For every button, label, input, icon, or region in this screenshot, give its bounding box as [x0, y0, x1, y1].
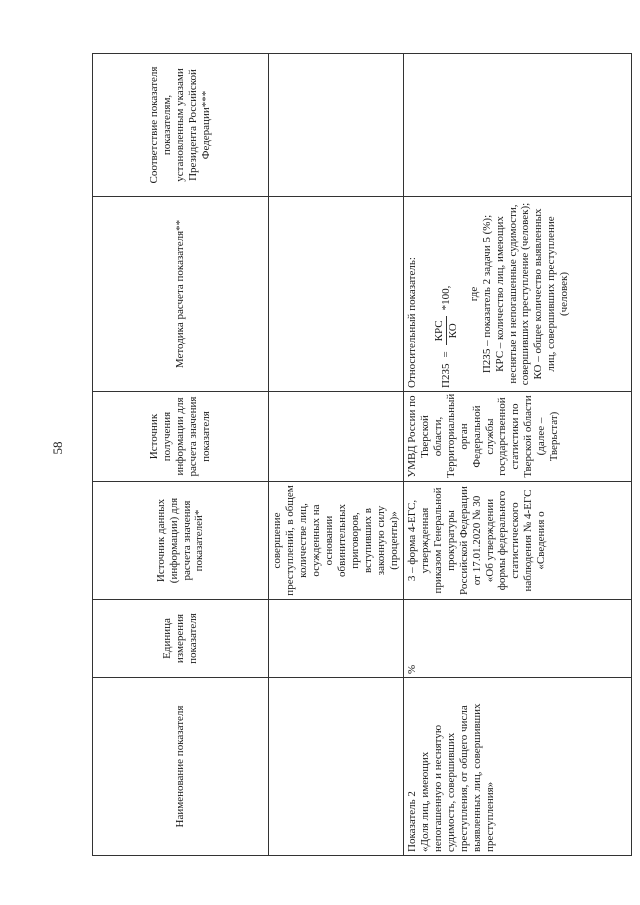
- formula-denominator: КО: [446, 323, 459, 339]
- method-where: где: [467, 286, 480, 302]
- formula-eq: =: [439, 351, 452, 358]
- continuation-info-source-cell: [269, 392, 404, 482]
- indicator-table: [92, 53, 632, 856]
- rotated-table-container: [92, 54, 632, 856]
- header-unit: Единица измерения показателя: [93, 600, 269, 678]
- indicator-row: [403, 54, 631, 856]
- continuation-unit-cell: [269, 600, 404, 678]
- table-header-row: [93, 54, 269, 856]
- continuation-data-source: совершение преступлений, в общем количестве лиц, осужденных на основании обвинительных приговоров, вступивших в законную силу (проценты)»: [269, 482, 404, 600]
- header-method: Методика расчета показателя**: [93, 197, 269, 392]
- formula-numerator: КРС: [433, 316, 447, 345]
- method-formula: [433, 200, 460, 388]
- page-number: 58: [50, 441, 65, 455]
- formula-lhs: П2З5: [439, 363, 452, 388]
- indicator-name: Показатель 2 «Доля лиц, имеющих непогашенную и неснятую судимость, совершивших преступления, от общего числа выявленных лиц, совершивших преступления»: [403, 678, 631, 856]
- formula-fraction: [433, 316, 460, 345]
- formula-tail: *100,: [439, 285, 452, 311]
- method-intro: Относительный показатель:: [405, 257, 418, 388]
- continuation-name-cell: [269, 678, 404, 856]
- indicator-method: [403, 197, 631, 392]
- header-indicator-name: Наименование показателя: [93, 678, 269, 856]
- header-compliance: Соответствие показателя показателям, установленным указами Президента Российской Федерации***: [93, 54, 269, 197]
- method-legend: П2З5 – показатель 2 задачи 5 (%); КРС – количество лиц, имеющих неснятые и непогашенные судимости, совершивших преступление (человек); КО – общее количество выявленных лиц, совершивших преступление (человек): [480, 202, 571, 386]
- indicator-compliance: [403, 54, 631, 197]
- indicator-info-source: УМВД России по Тверской области, Территориальный орган Федеральной службы государственной статистики по Тверской области (далее – Тверьстат): [403, 392, 631, 482]
- header-info-source: Источник получения информации для расчета значения показателя: [93, 392, 269, 482]
- indicator-unit: %: [403, 600, 631, 678]
- indicator-data-source: 3 – форма 4-ЕГС, утвержденная приказом Генеральной прокуратуры Российской Федерации от 17.01.2020 № 30 «Об утверждении формы федерального статистического наблюдения № 4-ЕГС «Сведения о: [403, 482, 631, 600]
- header-data-source: Источник данных (информации) для расчета значения показателей*: [93, 482, 269, 600]
- continuation-method-cell: [269, 197, 404, 392]
- continuation-row: [269, 54, 404, 856]
- continuation-compliance-cell: [269, 54, 404, 197]
